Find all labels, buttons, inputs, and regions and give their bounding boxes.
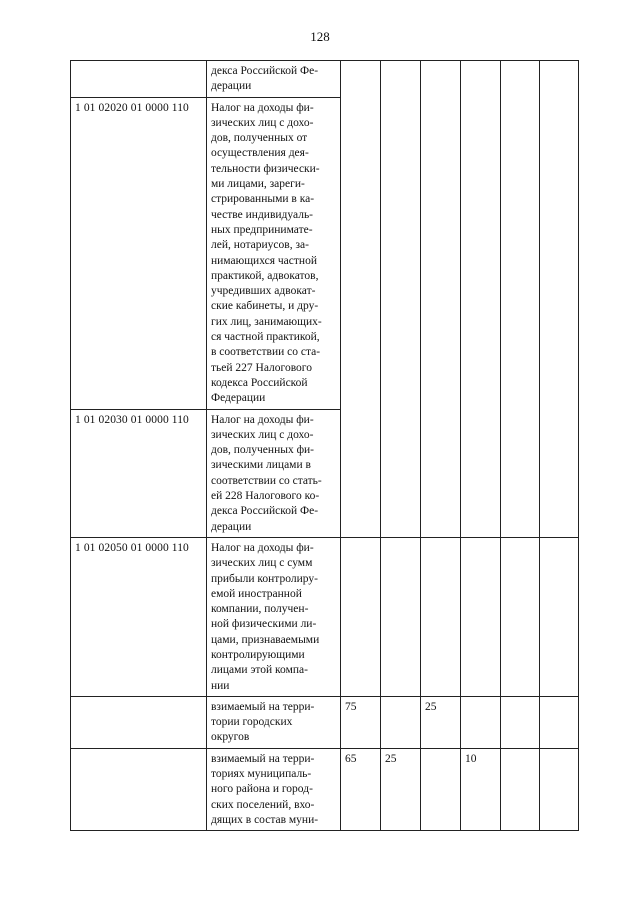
tax-name-line: дов, полученных от xyxy=(211,132,308,145)
kbk-code-cell: 1 01 02020 01 0000 110 xyxy=(71,97,207,409)
tax-name-line: взимаемый на терри- xyxy=(211,752,315,765)
tax-name-line: компании, получен- xyxy=(211,603,309,616)
percent-cell xyxy=(461,696,501,748)
tax-name-line: зических лиц с сумм xyxy=(211,557,313,570)
tax-name-line: дящих в состав муни- xyxy=(211,813,319,826)
percent-cell xyxy=(540,537,579,696)
tax-name-line: ми лицами, зареги- xyxy=(211,178,305,191)
tax-name-line: нимающихся частной xyxy=(211,254,317,267)
table-row xyxy=(71,537,579,696)
table-row xyxy=(71,696,579,748)
percent-cell xyxy=(461,537,501,696)
tax-name-line: емой иностранной xyxy=(211,587,302,600)
percent-cell: 65 xyxy=(341,748,381,830)
tax-name-line: зическими лицами в xyxy=(211,459,311,472)
tax-name-line: ся частной практикой, xyxy=(211,331,320,344)
tax-name-line: взимаемый на терри- xyxy=(211,700,315,713)
percent-cell xyxy=(421,61,461,538)
tax-name-line: практикой, адвокатов, xyxy=(211,269,319,282)
tax-name-line: тьей 227 Налогового xyxy=(211,361,312,374)
tax-name-line: цами, признаваемыми xyxy=(211,633,320,646)
tax-name-line: декса Российской Фе- xyxy=(211,505,319,518)
tax-name-line: учредивших адвокат- xyxy=(211,285,316,298)
percent-cell xyxy=(501,696,540,748)
percent-cell xyxy=(421,748,461,830)
tax-name-line: Налог на доходы фи- xyxy=(211,101,314,114)
tax-name-line: тельности физически- xyxy=(211,162,320,175)
tax-name-line: зических лиц с дохо- xyxy=(211,116,314,129)
kbk-code-cell xyxy=(71,696,207,748)
page-number: 128 xyxy=(310,29,330,44)
tax-name-cell xyxy=(207,97,341,409)
tax-name-line: дов, полученных фи- xyxy=(211,444,315,457)
tax-name-line: Федерации xyxy=(211,392,266,405)
percent-cell xyxy=(381,537,421,696)
percent-cell xyxy=(381,696,421,748)
tax-name-line: осуществления дея- xyxy=(211,147,309,160)
tax-name-line: честве индивидуаль- xyxy=(211,208,314,221)
tax-name-line: тории городских xyxy=(211,716,293,729)
percent-cell xyxy=(461,61,501,538)
percent-cell: 25 xyxy=(421,696,461,748)
percent-cell xyxy=(421,537,461,696)
tax-name-line: лицами этой компа- xyxy=(211,664,308,677)
kbk-code-cell xyxy=(71,61,207,98)
tax-name-line: дерации xyxy=(211,520,252,533)
percent-cell xyxy=(341,537,381,696)
percent-cell: 10 xyxy=(461,748,501,830)
percent-cell xyxy=(381,61,421,538)
tax-name-line: гих лиц, занимающих- xyxy=(211,315,322,328)
tax-name-line: в соответствии со ста- xyxy=(211,346,321,359)
percent-cell xyxy=(540,61,579,538)
tax-name-line: ских поселений, вхо- xyxy=(211,798,315,811)
tax-name-line: нии xyxy=(211,679,230,692)
tax-name-line: кодекса Российской xyxy=(211,376,308,389)
table-row xyxy=(71,61,579,98)
tax-name-line: прибыли контролиру- xyxy=(211,572,318,585)
tax-name-line: лей, нотариусов, за- xyxy=(211,239,309,252)
tax-name-line: декса Российской Фе- xyxy=(211,65,319,77)
tax-name-line: соответствии со стать- xyxy=(211,474,322,487)
tax-name-line: ские кабинеты, и дру- xyxy=(211,300,319,313)
revenue-distribution-table xyxy=(70,60,579,831)
tax-name-line: стрированными в ка- xyxy=(211,193,315,206)
tax-name-line: Налог на доходы фи- xyxy=(211,541,314,554)
kbk-code-cell: 1 01 02030 01 0000 110 xyxy=(71,409,207,537)
percent-cell xyxy=(501,61,540,538)
tax-name-cell xyxy=(207,61,341,98)
kbk-code-cell: 1 01 02050 01 0000 110 xyxy=(71,537,207,696)
percent-cell: 75 xyxy=(341,696,381,748)
percent-cell xyxy=(501,537,540,696)
table-row xyxy=(71,748,579,830)
tax-name-line: округов xyxy=(211,731,250,744)
kbk-code-cell xyxy=(71,748,207,830)
tax-name-line: ного района и город- xyxy=(211,783,313,796)
percent-cell: 25 xyxy=(381,748,421,830)
tax-name-line: ей 228 Налогового ко- xyxy=(211,490,320,503)
tax-name-line: зических лиц с дохо- xyxy=(211,428,314,441)
tax-name-line: ной физическими ли- xyxy=(211,618,317,631)
percent-cell xyxy=(341,61,381,538)
tax-name-cell xyxy=(207,696,341,748)
tax-name-cell xyxy=(207,537,341,696)
percent-cell xyxy=(501,748,540,830)
tax-name-line: Налог на доходы фи- xyxy=(211,413,314,426)
tax-name-cell xyxy=(207,409,341,537)
tax-name-line: дерации xyxy=(211,80,252,93)
tax-name-line: ных предпринимате- xyxy=(211,223,313,236)
tax-name-cell xyxy=(207,748,341,830)
tax-name-line: ториях муниципаль- xyxy=(211,768,312,781)
tax-name-line: контролирующими xyxy=(211,648,305,661)
percent-cell xyxy=(540,696,579,748)
percent-cell xyxy=(540,748,579,830)
